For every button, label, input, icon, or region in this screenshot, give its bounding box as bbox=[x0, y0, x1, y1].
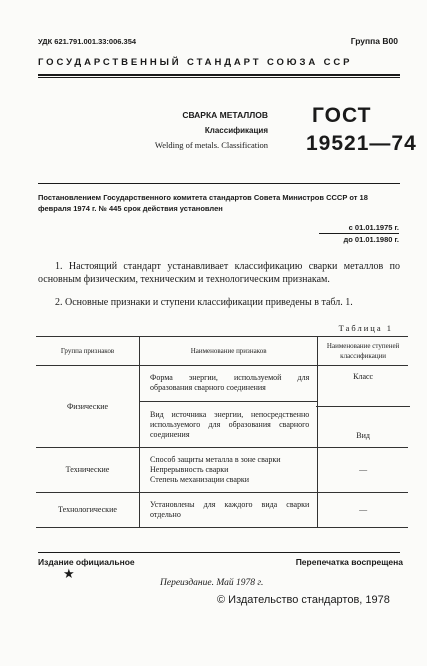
decree-rule bbox=[38, 183, 400, 184]
stage-text: Класс bbox=[353, 372, 374, 381]
group-cell: Технологические bbox=[36, 493, 140, 528]
features-cell bbox=[140, 448, 318, 493]
feature-text: Степень механизации сварки bbox=[150, 475, 250, 484]
document-title-en: Welding of metals. Classification bbox=[154, 140, 268, 150]
header-group: Группа признаков bbox=[36, 337, 140, 366]
paragraph-1: 1. Настоящий стандарт устанавливает классификацию сварки металлов по основным физическим, техническим и технологическим признакам. bbox=[38, 261, 400, 285]
validity-divider bbox=[319, 233, 399, 234]
edition-label: Издание официальное bbox=[38, 557, 135, 567]
star-icon: ★ bbox=[63, 566, 75, 581]
feature-text: Способ защиты металла в зоне сварки bbox=[150, 455, 281, 464]
standard-header: ГОСУДАРСТВЕННЫЙ СТАНДАРТ СОЮЗА ССР bbox=[38, 57, 353, 68]
table-row bbox=[36, 493, 408, 528]
udk-code: УДК 621.791.001.33:006.354 bbox=[38, 37, 137, 46]
feature-text: Непрерывность сварки bbox=[150, 465, 229, 474]
paragraph-2: 2. Основные признаки и ступени классификации приведены в табл. 1. bbox=[55, 297, 353, 308]
stages-cell bbox=[318, 366, 408, 448]
features-cell bbox=[140, 366, 318, 448]
feature-text: Форма энергии, используемой для образования сварного соединения bbox=[150, 373, 310, 392]
group-cell: Физические bbox=[36, 366, 140, 448]
cell-divider bbox=[316, 406, 410, 407]
features-cell bbox=[140, 493, 318, 528]
document-title: СВАРКА МЕТАЛЛОВ bbox=[182, 110, 268, 120]
header-rule-thick bbox=[38, 74, 400, 76]
table-row bbox=[36, 366, 408, 448]
footer-rule bbox=[38, 552, 400, 553]
feature-text: Вид источника энергии, непосредственно используемого для образования сварного соединения bbox=[150, 410, 310, 439]
table-header-row bbox=[36, 337, 408, 366]
stage-text: Вид bbox=[356, 431, 370, 440]
document-subtitle: Классификация bbox=[204, 126, 268, 135]
valid-from: с 01.01.1975 г. bbox=[348, 223, 399, 232]
header-stages: Наименование ступеней классификации bbox=[318, 337, 408, 366]
reprint-ban: Перепечатка воспрещена bbox=[295, 557, 403, 567]
stages-cell: — bbox=[318, 448, 408, 493]
reprint-note: Переиздание. Май 1978 г. bbox=[160, 578, 264, 588]
header-features: Наименование признаков bbox=[140, 337, 318, 366]
classification-table bbox=[36, 336, 408, 528]
table-row bbox=[36, 448, 408, 493]
gost-label: ГОСТ bbox=[312, 104, 372, 127]
header-rule-thin bbox=[38, 77, 400, 78]
cell-divider bbox=[140, 401, 317, 402]
group-cell: Технические bbox=[36, 448, 140, 493]
gost-number: 19521—74 bbox=[306, 132, 417, 155]
feature-text: Установлены для каждого вида сварки отдельно bbox=[150, 500, 310, 519]
stages-cell: — bbox=[318, 493, 408, 528]
group-code: Группа В00 bbox=[350, 36, 398, 46]
valid-to: до 01.01.1980 г. bbox=[343, 235, 399, 244]
title-block bbox=[108, 110, 268, 150]
table-caption: Таблица 1 bbox=[338, 323, 393, 333]
copyright: © Издательство стандартов, 1978 bbox=[217, 594, 390, 606]
decree-text: Постановлением Государственного комитета стандартов Совета Министров СССР от 18 февраля 1974 г. № 445 срок действия установлен bbox=[38, 193, 368, 213]
